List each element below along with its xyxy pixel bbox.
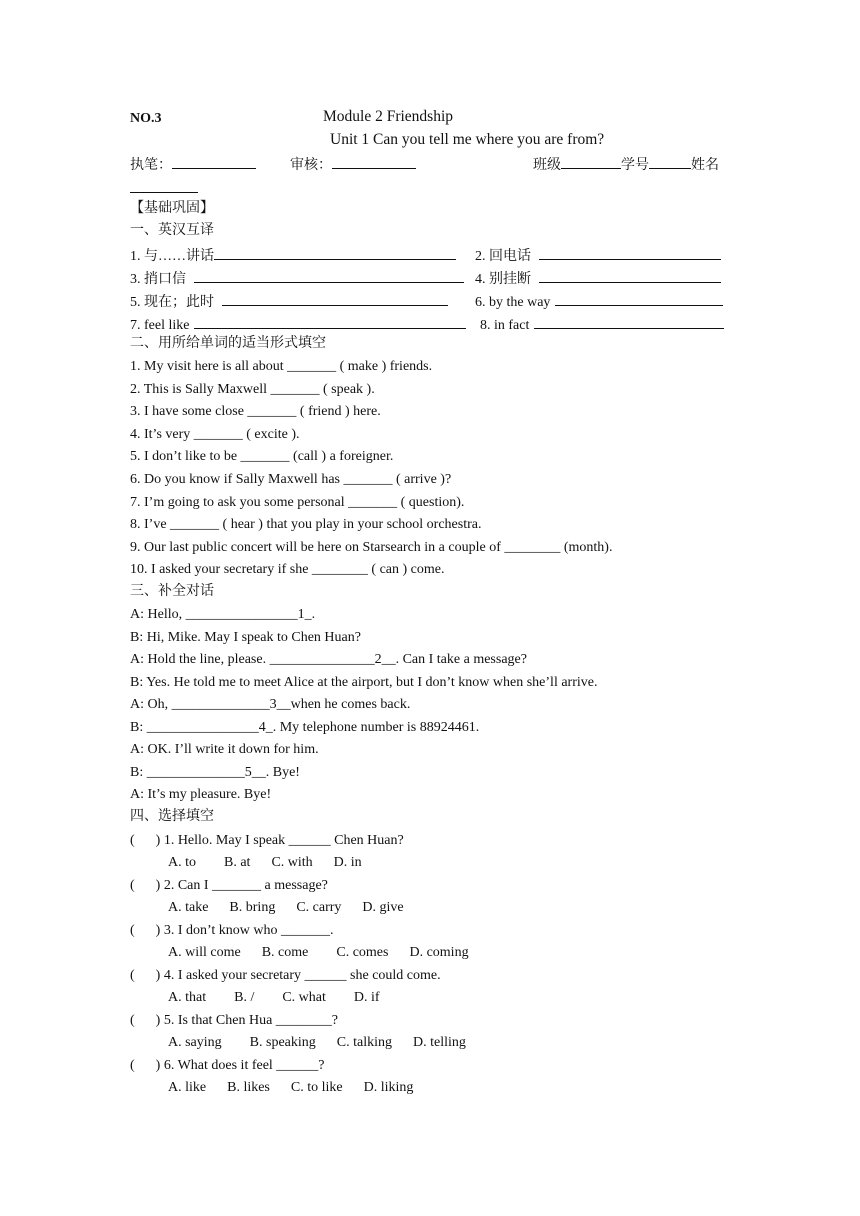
- dialogue-line: A: Hold the line, please. _______________2__. Can I take a message?: [130, 652, 527, 667]
- fill-item-2: 2. This is Sally Maxwell _______ ( speak ).: [130, 382, 375, 397]
- fill-item-8: 8. I’ve _______ ( hear ) that you play in your school orchestra.: [130, 517, 482, 532]
- dialogue-line: A: Oh, ______________3__when he comes back.: [130, 697, 411, 712]
- fill-item-1: 1. My visit here is all about _______ ( make ) friends.: [130, 359, 433, 374]
- fill-item-3: 3. I have some close _______ ( friend ) here.: [130, 404, 381, 419]
- basic-title: 【基础巩固】: [130, 201, 214, 216]
- fill-item-10: 10. I asked your secretary if she ________ ( can ) come.: [130, 562, 445, 577]
- module-title: Module 2 Friendship: [323, 108, 454, 125]
- fill-item-5: 5. I don’t like to be _______ (call ) a foreigner.: [130, 449, 394, 464]
- choice-options-6: A. like B. likes C. to like D. liking: [168, 1080, 414, 1095]
- dialogue-line: B: Yes. He told me to meet Alice at the airport, but I don’t know when she’ll arrive.: [130, 675, 598, 690]
- dialogue-line: B: Hi, Mike. May I speak to Chen Huan?: [130, 630, 361, 645]
- translate-item-7: 7. feel like: [130, 314, 466, 335]
- unit-title: Unit 1 Can you tell me where you are from?: [330, 131, 605, 148]
- translate-item-8: 8. in fact: [480, 314, 724, 335]
- choice-options-3: A. will come B. come C. comes D. coming: [168, 945, 469, 960]
- translate-item-2: 2. 回电话: [475, 245, 721, 266]
- section-4-title: 四、选择填空: [130, 809, 214, 824]
- translate-item-3: 3. 捎口信: [130, 268, 464, 289]
- translate-item-4: 4. 别挂断: [475, 268, 721, 289]
- choice-question-3: ( ) 3. I don’t know who _______.: [130, 923, 334, 938]
- translate-item-5: 5. 现在；此时: [130, 291, 448, 312]
- dialogue-line: A: It’s my pleasure. Bye!: [130, 787, 272, 802]
- section-2-title: 二、用所给单词的适当形式填空: [130, 336, 326, 351]
- dialogue-line: A: Hello, ________________1_.: [130, 607, 316, 622]
- choice-options-4: A. that B. / C. what D. if: [168, 990, 380, 1005]
- writer-field: 执笔：: [130, 154, 256, 175]
- doc-number: NO.3: [130, 111, 162, 126]
- choice-question-1: ( ) 1. Hello. May I speak ______ Chen Huan?: [130, 833, 404, 848]
- dialogue-line: A: OK. I’ll write it down for him.: [130, 742, 319, 757]
- dialogue-line: B: ________________4_. My telephone number is 88924461.: [130, 720, 480, 735]
- fill-item-6: 6. Do you know if Sally Maxwell has _______ ( arrive )?: [130, 472, 452, 487]
- fill-item-4: 4. It’s very _______ ( excite ).: [130, 427, 300, 442]
- choice-options-1: A. to B. at C. with D. in: [168, 855, 362, 870]
- fill-item-9: 9. Our last public concert will be here on Starsearch in a couple of ________ (month).: [130, 540, 613, 555]
- choice-question-4: ( ) 4. I asked your secretary ______ she could come.: [130, 968, 441, 983]
- section-1-title: 一、英汉互译: [130, 223, 214, 238]
- choice-options-2: A. take B. bring C. carry D. give: [168, 900, 404, 915]
- name-blank: [130, 178, 198, 199]
- choice-question-2: ( ) 2. Can I _______ a message?: [130, 878, 328, 893]
- choice-question-5: ( ) 5. Is that Chen Hua ________?: [130, 1013, 339, 1028]
- fill-item-7: 7. I’m going to ask you some personal _______ ( question).: [130, 495, 465, 510]
- reviewer-field: 审核：: [290, 154, 416, 175]
- student-info: 班级 学号 姓名: [533, 154, 719, 175]
- choice-question-6: ( ) 6. What does it feel ______?: [130, 1058, 325, 1073]
- translate-item-6: 6. by the way: [475, 291, 723, 312]
- dialogue-line: B: ______________5__. Bye!: [130, 765, 300, 780]
- section-3-title: 三、补全对话: [130, 584, 214, 599]
- translate-item-1: 1. 与……讲话: [130, 245, 456, 266]
- choice-options-5: A. saying B. speaking C. talking D. telling: [168, 1035, 466, 1050]
